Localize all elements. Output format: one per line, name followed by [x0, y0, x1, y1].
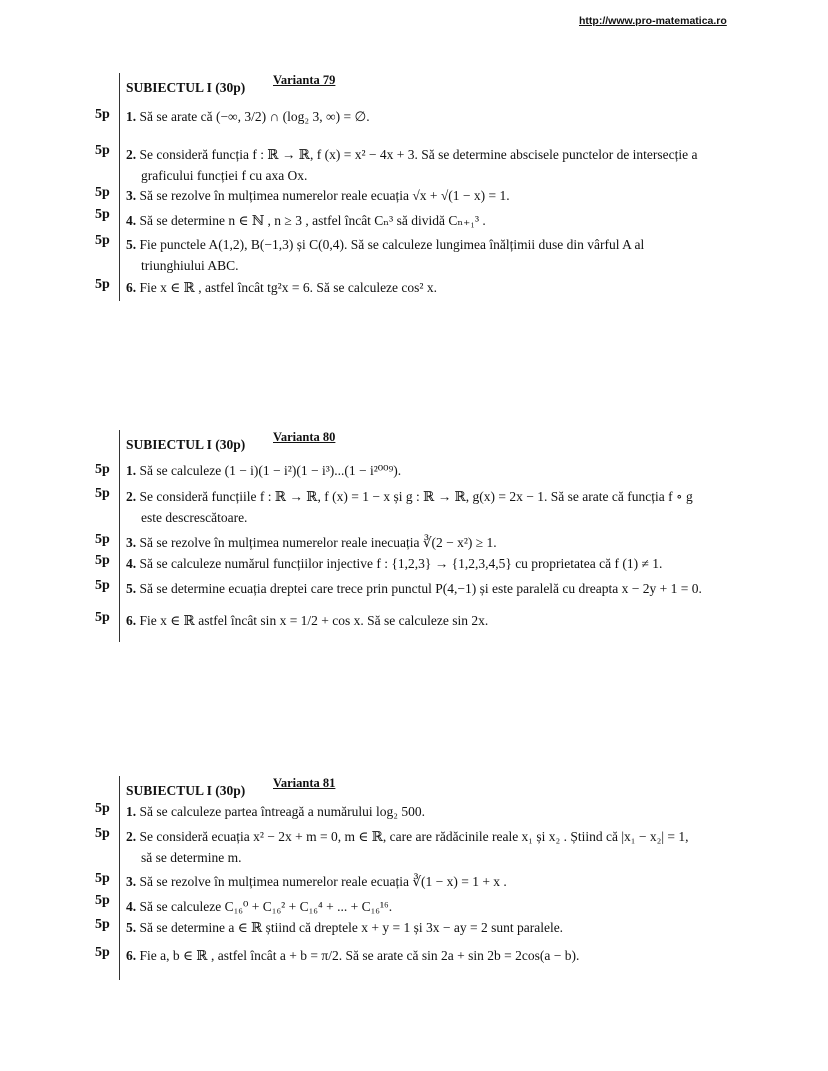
- problem-text-continuation: să se determine m.: [141, 850, 242, 865]
- section-heading: SUBIECTUL I (30p): [126, 783, 246, 798]
- variant-label: Varianta 80: [273, 430, 336, 444]
- problem-number: 4.: [126, 899, 137, 914]
- problem-number: 6.: [126, 613, 137, 628]
- problem-number: 2.: [126, 147, 137, 162]
- problem-text-continuation: graficului funcției f cu axa Ox.: [141, 168, 308, 183]
- points-label: 5p: [95, 610, 110, 625]
- variant-label: Varianta 81: [273, 776, 336, 790]
- points-label: 5p: [95, 578, 110, 593]
- variant-label: Varianta 79: [273, 73, 336, 87]
- points-label: 5p: [95, 185, 110, 200]
- problem-number: 3.: [126, 535, 137, 550]
- problem-number: 4.: [126, 213, 137, 228]
- points-label: 5p: [95, 532, 110, 547]
- section-heading: SUBIECTUL I (30p): [126, 80, 246, 95]
- problem-text-continuation: este descrescătoare.: [141, 510, 248, 525]
- problem-text: Fie x ∈ ℝ astfel încât sin x = 1/2 + cos x. Să se calculeze sin 2x.: [139, 613, 489, 628]
- problem-text: Să se determine a ∈ ℝ știind că dreptele x + y = 1 și 3x − ay = 2 sunt paralele.: [139, 920, 564, 935]
- problem-text-continuation: triunghiului ABC.: [141, 258, 239, 273]
- source-url[interactable]: http://www.pro-matematica.ro: [579, 15, 727, 27]
- points-label: 5p: [95, 801, 110, 816]
- points-label: 5p: [95, 207, 110, 222]
- points-label: 5p: [95, 143, 110, 158]
- problem-text: Să se calculeze partea întreagă a numărului log₂ 500.: [139, 804, 425, 819]
- points-label: 5p: [95, 107, 110, 122]
- problem-number: 2.: [126, 489, 137, 504]
- problem-text: Să se calculeze C₁₆⁰ + C₁₆² + C₁₆⁴ + ... + C₁₆¹⁶.: [139, 899, 393, 914]
- problem-text: Fie punctele A(1,2), B(−1,3) și C(0,4). Să se calculeze lungimea înălțimii duse din vârful A al: [139, 237, 645, 252]
- points-label: 5p: [95, 233, 110, 248]
- section-heading: SUBIECTUL I (30p): [126, 437, 246, 452]
- points-label: 5p: [95, 917, 110, 932]
- problem-number: 4.: [126, 556, 137, 571]
- problem-text: Să se arate că (−∞, 3/2) ∩ (log₂ 3, ∞) = ∅.: [139, 109, 370, 124]
- problem-text: Se consideră ecuația x² − 2x + m = 0, m ∈ ℝ, care are rădăcinile reale x₁ și x₂ . Știind că |x₁ − x₂| = 1,: [139, 829, 689, 844]
- problem-text: Să se rezolve în mulțimea numerelor reale ecuația √x + √(1 − x) = 1.: [139, 188, 510, 203]
- problem-text: Să se rezolve în mulțimea numerelor reale inecuația ∛(2 − x²) ≥ 1.: [139, 535, 497, 550]
- problem-text: Să se calculeze numărul funcțiilor injective f : {1,2,3} → {1,2,3,4,5} cu proprietatea că f (1) ≠ 1.: [139, 556, 663, 571]
- problem-text: Se consideră funcția f : ℝ → ℝ, f (x) = x² − 4x + 3. Să se determine abscisele punctelor de intersecție a: [139, 147, 698, 162]
- problem-number: 6.: [126, 280, 137, 295]
- problem-number: 5.: [126, 920, 137, 935]
- points-label: 5p: [95, 462, 110, 477]
- problem-text: Fie x ∈ ℝ , astfel încât tg²x = 6. Să se calculeze cos² x.: [139, 280, 437, 295]
- points-label: 5p: [95, 277, 110, 292]
- points-label: 5p: [95, 945, 110, 960]
- problem-number: 3.: [126, 188, 137, 203]
- vertical-rule: [119, 430, 120, 642]
- vertical-rule: [119, 776, 120, 980]
- points-label: 5p: [95, 871, 110, 886]
- problem-number: 5.: [126, 581, 137, 596]
- problem-number: 1.: [126, 463, 137, 478]
- points-label: 5p: [95, 486, 110, 501]
- problem-text: Fie a, b ∈ ℝ , astfel încât a + b = π/2. Să se arate că sin 2a + sin 2b = 2cos(a − b).: [139, 948, 580, 963]
- problem-text: Să se determine ecuația dreptei care trece prin punctul P(4,−1) și este paralelă cu dreapta x − 2y + 1 = 0.: [139, 581, 702, 596]
- vertical-rule: [119, 73, 120, 301]
- problem-text: Se consideră funcțiile f : ℝ → ℝ, f (x) = 1 − x și g : ℝ → ℝ, g(x) = 2x − 1. Să se arate că funcția f ∘ g: [139, 489, 693, 504]
- problem-text: Să se determine n ∈ ℕ , n ≥ 3 , astfel încât Cₙ³ să dividă Cₙ₊₁³ .: [139, 213, 486, 228]
- problem-number: 3.: [126, 874, 137, 889]
- problem-number: 6.: [126, 948, 137, 963]
- points-label: 5p: [95, 893, 110, 908]
- problem-number: 5.: [126, 237, 137, 252]
- problem-number: 2.: [126, 829, 137, 844]
- problem-number: 1.: [126, 804, 137, 819]
- problem-number: 1.: [126, 109, 137, 124]
- problem-text: Să se calculeze (1 − i)(1 − i²)(1 − i³)...(1 − i²⁰⁰⁹).: [139, 463, 402, 478]
- points-label: 5p: [95, 553, 110, 568]
- points-label: 5p: [95, 826, 110, 841]
- problem-text: Să se rezolve în mulțimea numerelor reale ecuația ∛(1 − x) = 1 + x .: [139, 874, 507, 889]
